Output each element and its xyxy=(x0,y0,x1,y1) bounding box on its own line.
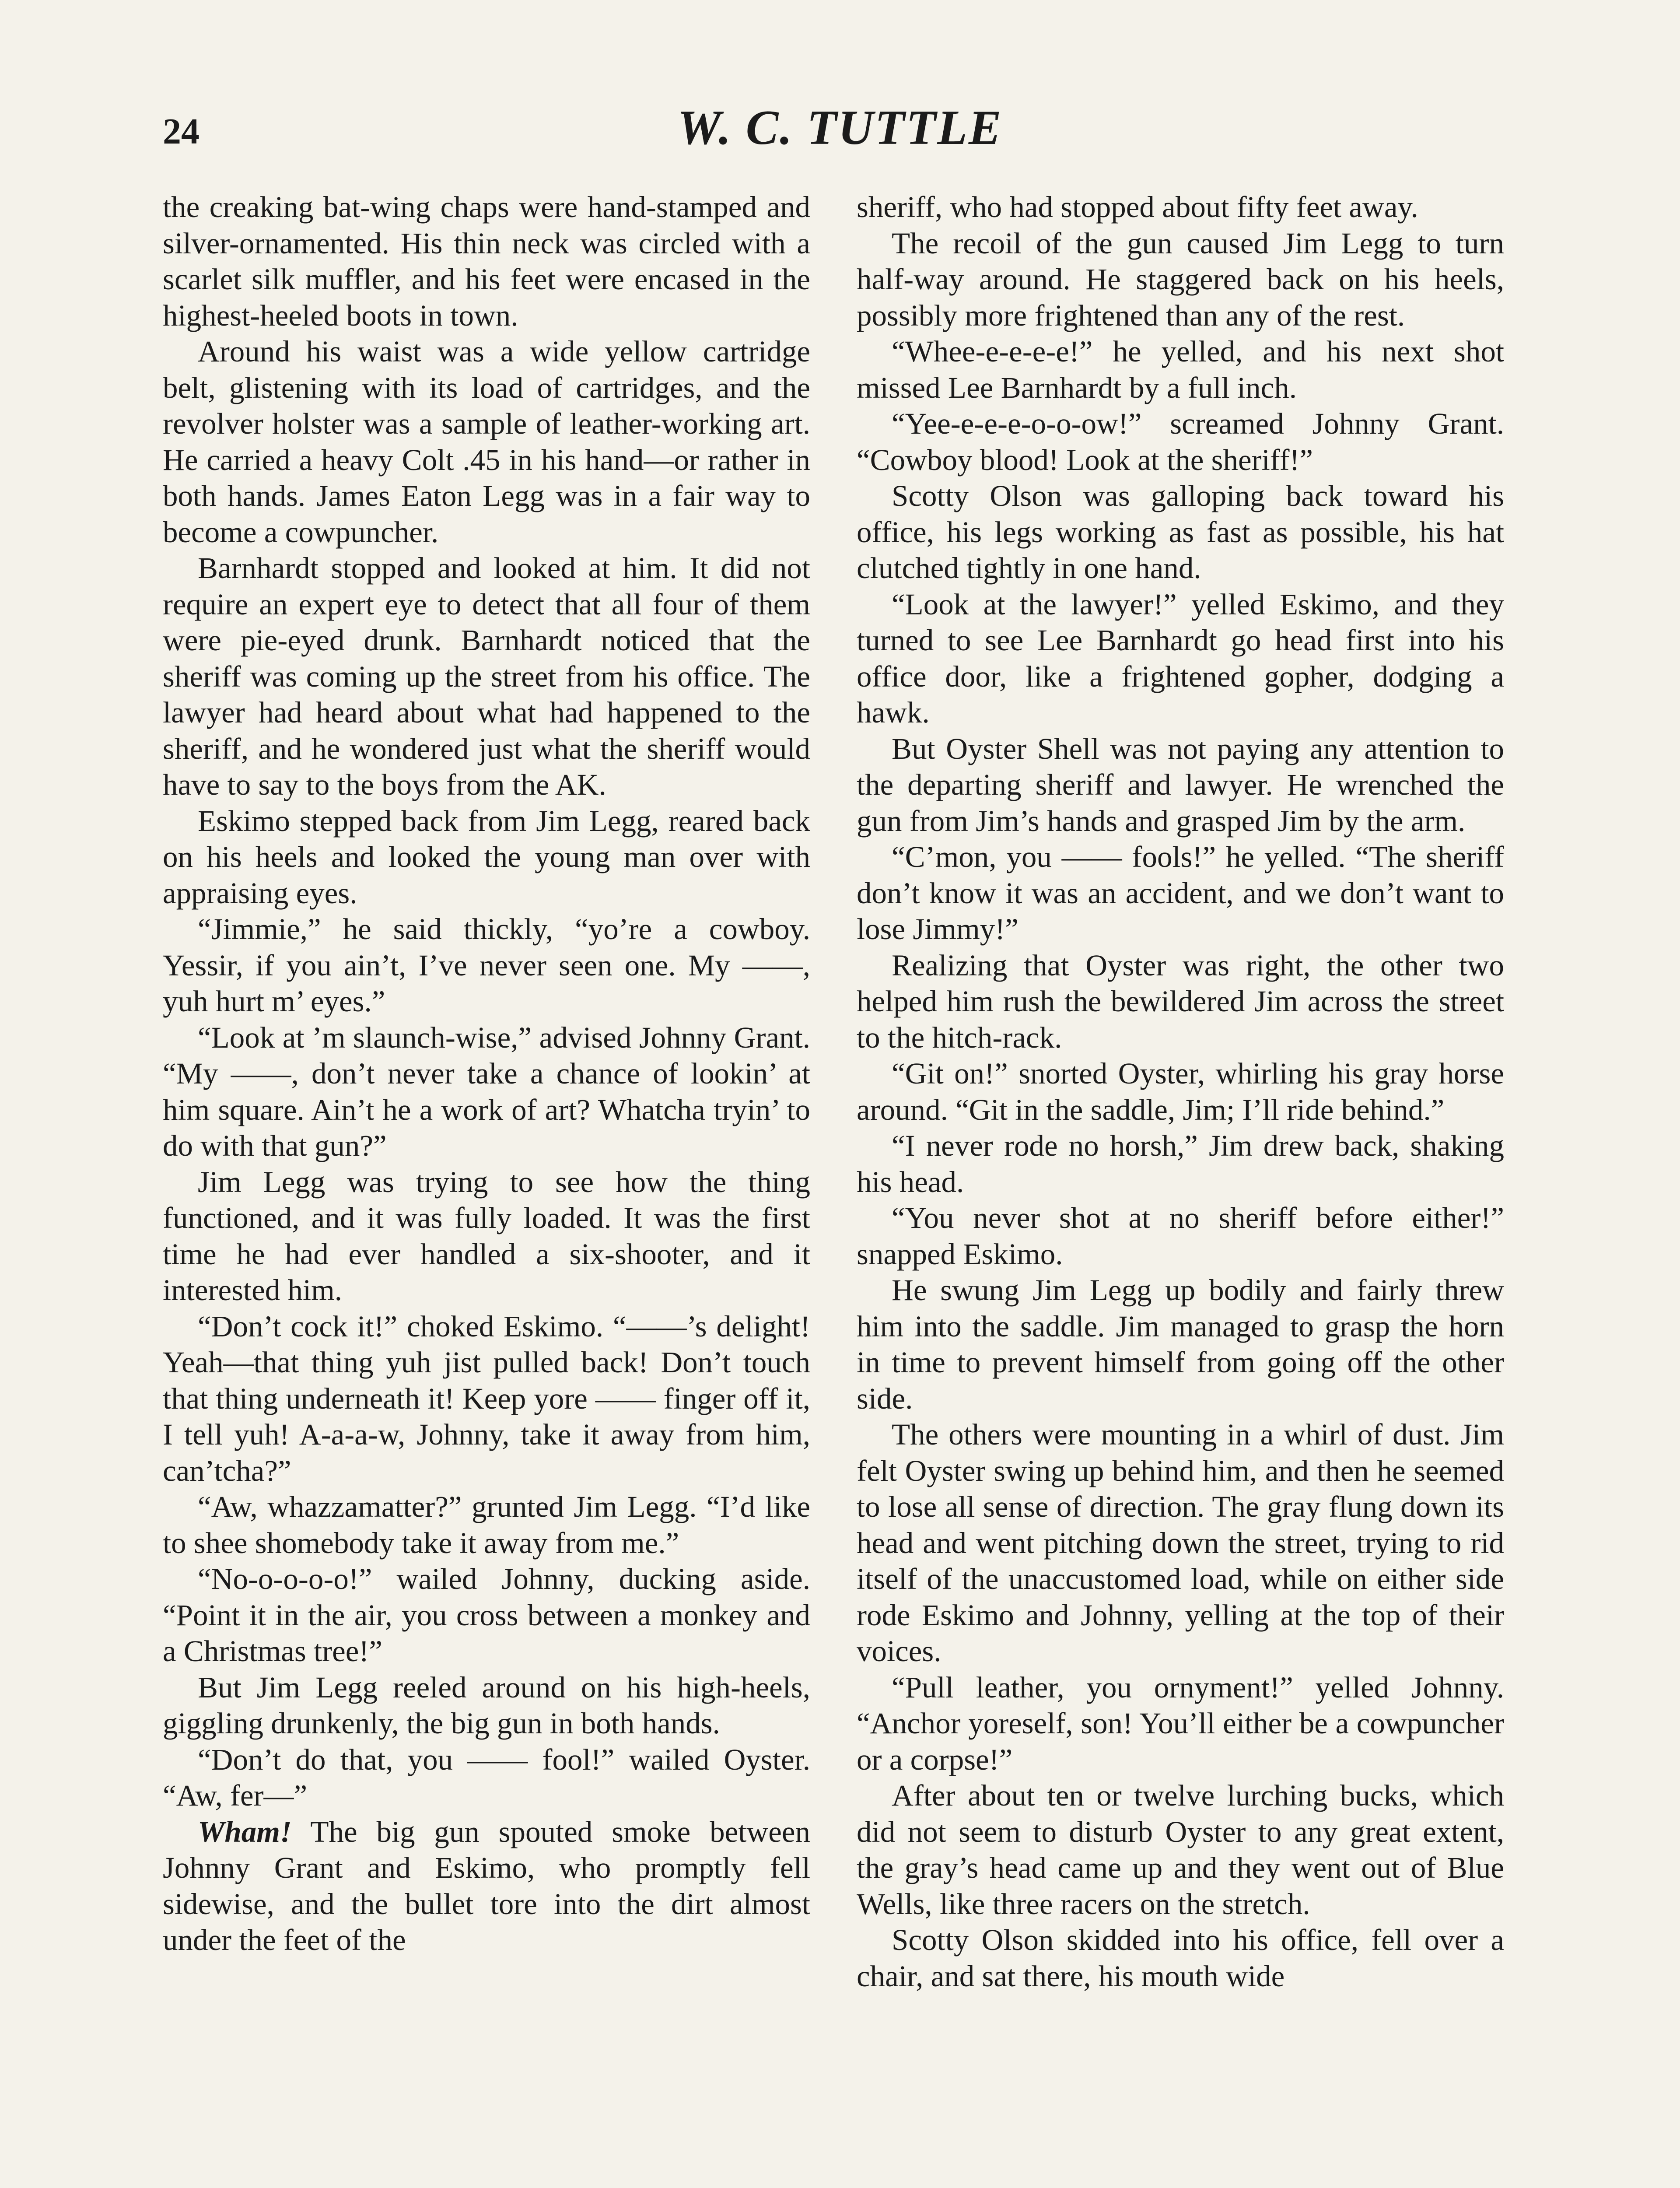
paragraph: After about ten or twelve lurching bucks, which did not seem to disturb Oyster to any great extent, the gray’s head came up and they went out of Blue Wells, like three racers on the stretch. xyxy=(857,1779,1504,1921)
paragraph: Barnhardt stopped and looked at him. It did not require an expert eye to detect that all four of them were pie-eyed drunk. Barnhardt noticed that the sheriff was coming up the street from his office. The lawyer had heard about what had happened to the sheriff, and he wondered just what the sheriff would have to say to the boys from the AK. xyxy=(163,551,810,801)
paragraph: Around his waist was a wide yellow cartridge belt, glistening with its load of cartridges, and the revolver holster was a sample of leather-working art. He carried a heavy Colt .45 in his hand—or rather in both hands. James Eaton Legg was in a fair way to become a cowpuncher. xyxy=(163,335,810,549)
paragraph: Realizing that Oyster was right, the other two helped him rush the bewildered Jim across the street to the hitch-rack. xyxy=(857,948,1504,1054)
paragraph: “You never shot at no sheriff before either!” snapped Eskimo. xyxy=(857,1201,1504,1271)
wham-exclamation: Wham! xyxy=(198,1815,292,1848)
page-number: 24 xyxy=(163,111,200,152)
left-text-column xyxy=(163,189,810,1958)
paragraph: “I never rode no horsh,” Jim drew back, shaking his head. xyxy=(857,1129,1504,1199)
running-head-author: W. C. TUTTLE xyxy=(677,101,1003,155)
paragraph-text: The big gun spouted smoke between Johnny Grant and Eskimo, who promptly fell sidewise, and the bullet tore into the dirt almost under the feet of the xyxy=(163,1815,810,1957)
paragraph: Jim Legg was trying to see how the thing functioned, and it was fully loaded. It was the first time he had ever handled a six-shooter, and it interested him. xyxy=(163,1165,810,1307)
paragraph: The others were mounting in a whirl of dust. Jim felt Oyster swing up behind him, and then he seemed to lose all sense of direction. The gray flung down its head and went pitching down the street, trying to rid itself of the unaccustomed load, while on either side rode Eskimo and Johnny, yelling at the top of their voices. xyxy=(857,1418,1504,1668)
paragraph: “Don’t do that, you —— fool!” wailed Oyster. “Aw, fer—” xyxy=(163,1743,810,1812)
paragraph: The recoil of the gun caused Jim Legg to turn half-way around. He staggered back on his heels, possibly more frightened than any of the rest. xyxy=(857,226,1504,332)
paragraph: Scotty Olson skidded into his office, fell over a chair, and sat there, his mouth wide xyxy=(857,1923,1504,1993)
paragraph: “Aw, whazzamatter?” grunted Jim Legg. “I’d like to shee shomebody take it away from me.” xyxy=(163,1490,810,1560)
paragraph: Scotty Olson was galloping back toward his office, his legs working as fast as possible, his hat clutched tightly in one hand. xyxy=(857,479,1504,585)
paragraph: “Yee-e-e-e-o-o-ow!” screamed Johnny Grant. “Cowboy blood! Look at the sheriff!” xyxy=(857,407,1504,477)
paragraph: “Pull leather, you ornyment!” yelled Johnny. “Anchor yoreself, son! You’ll either be a cowpuncher or a corpse!” xyxy=(857,1670,1504,1776)
paragraph-wham xyxy=(163,1814,810,1958)
paragraph-continued: sheriff, who had stopped about fifty feet away. xyxy=(857,190,1418,224)
paragraph: Eskimo stepped back from Jim Legg, reared back on his heels and looked the young man over with appraising eyes. xyxy=(163,804,810,910)
paragraph: “Don’t cock it!” choked Eskimo. “——’s delight! Yeah—that thing yuh jist pulled back! Don’t touch that thing underneath it! Keep yore —— finger off it, I tell yuh! A-a-a-w, Johnny, take it away from him, can’tcha?” xyxy=(163,1309,810,1487)
paragraph: the creaking bat-wing chaps were hand-stamped and silver-ornamented. His thin neck was circled with a scarlet silk muffler, and his feet were encased in the highest-heeled boots in town. xyxy=(163,190,810,332)
paragraph: “Whee-e-e-e-e!” he yelled, and his next shot missed Lee Barnhardt by a full inch. xyxy=(857,335,1504,404)
paragraph: But Oyster Shell was not paying any attention to the departing sheriff and lawyer. He wrenched the gun from Jim’s hands and grasped Jim by the arm. xyxy=(857,732,1504,838)
paragraph: He swung Jim Legg up bodily and fairly threw him into the saddle. Jim managed to grasp the horn in time to prevent himself from going off the other side. xyxy=(857,1273,1504,1415)
paragraph: But Jim Legg reeled around on his high-heels, giggling drunkenly, the big gun in both hands. xyxy=(163,1670,810,1740)
paragraph: “C’mon, you —— fools!” he yelled. “The sheriff don’t know it was an accident, and we don’t want to lose Jimmy!” xyxy=(857,840,1504,946)
paragraph: “Look at the lawyer!” yelled Eskimo, and they turned to see Lee Barnhardt go head first into his office door, like a frightened gopher, dodging a hawk. xyxy=(857,587,1504,729)
paragraph: “Look at ’m slaunch-wise,” advised Johnny Grant. “My ——, don’t never take a chance of lookin’ at him square. Ain’t he a work of art? Whatcha tryin’ to do with that gun?” xyxy=(163,1020,810,1162)
paragraph: “Jimmie,” he said thickly, “yo’re a cowboy. Yessir, if you ain’t, I’ve never seen one. My ——, yuh hurt m’ eyes.” xyxy=(163,912,810,1018)
paragraph: “Git on!” snorted Oyster, whirling his gray horse around. “Git in the saddle, Jim; I’ll ride behind.” xyxy=(857,1057,1504,1126)
right-text-column xyxy=(857,189,1504,1994)
paragraph: “No-o-o-o-o!” wailed Johnny, ducking aside. “Point it in the air, you cross between a monkey and a Christmas tree!” xyxy=(163,1562,810,1668)
